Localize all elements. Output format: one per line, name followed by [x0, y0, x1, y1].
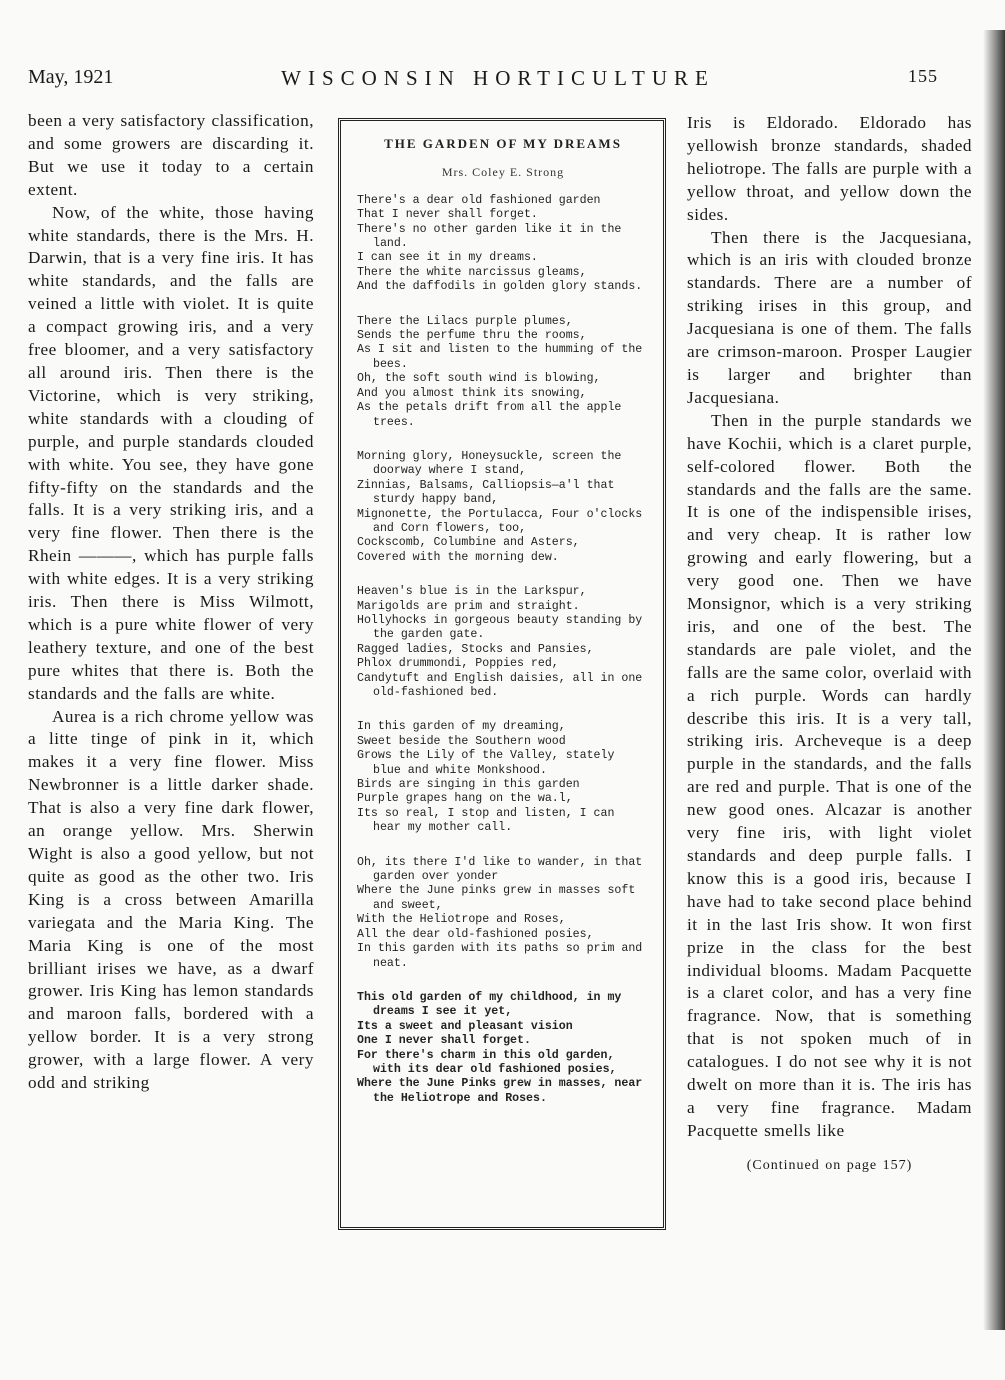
poem-stanza: [357, 856, 649, 971]
poem-line: And you almost think its snowing,: [357, 386, 587, 400]
poem-line: There the Lilacs purple plumes,: [357, 314, 573, 328]
poem-line: One I never shall forget.: [357, 1034, 531, 1048]
scan-edge-shadow: [983, 30, 1005, 1330]
poem-stanza: [357, 194, 649, 295]
poem-line: As I sit and listen to the humming of the bees.: [357, 343, 643, 371]
left-article-column: [28, 110, 314, 1095]
poem-line: Oh, the soft south wind is blowing,: [357, 372, 601, 386]
poem-box: [338, 118, 666, 1230]
poem-line: Candytuft and English daisies, all in one old-fashioned bed.: [357, 671, 643, 699]
poem-line: Cockscomb, Columbine and Asters,: [357, 536, 580, 550]
poem-line: With the Heliotrope and Roses,: [357, 913, 566, 927]
poem-stanza: [357, 585, 649, 700]
poem-line: Purple grapes hang on the wa.l,: [357, 792, 573, 806]
poem-stanza: [357, 450, 649, 565]
poem-line: And the daffodils in golden glory stands.: [357, 280, 643, 294]
poem-line: Its a sweet and pleasant vision: [357, 1019, 573, 1033]
poem-stanza: [357, 991, 649, 1106]
poem-line: This old garden of my childhood, in my dreams I see it yet,: [357, 990, 622, 1019]
poem-line: Mignonette, the Portulacca, Four o'clocks and Corn flowers, too,: [357, 507, 643, 535]
poem-line: I can see it in my dreams.: [357, 251, 538, 265]
poem-line: Sweet beside the Southern wood: [357, 734, 566, 748]
poem-line: Ragged ladies, Stocks and Pansies,: [357, 642, 594, 656]
poem-line: For there's charm in this old garden, with its dear old fashioned posies,: [357, 1048, 617, 1076]
poem-line: Morning glory, Honeysuckle, screen the doorway where I stand,: [357, 449, 622, 478]
poem-line: Marigolds are prim and straight.: [357, 599, 580, 613]
poem-line: In this garden with its paths so prim and neat.: [357, 942, 643, 970]
poem-line: As the petals drift from all the apple trees.: [357, 401, 622, 429]
poem-line: Its so real, I stop and listen, I can hear my mother call.: [357, 806, 615, 835]
poem-line: There's a dear old fashioned garden: [357, 193, 601, 207]
poem-line: Hollyhocks in gorgeous beauty standing by the garden gate.: [357, 613, 643, 642]
poem-line: Birds are singing in this garden: [357, 778, 580, 792]
paragraph: Now, of the white, those having white standards, there is the Mrs. H. Darwin, that is a very fine iris. It has white standards, and the falls are veined a little with violet. It is quite a compact growing iris, and a very free bloomer, and a very satisfactory all around iris. Then there is the Victorine, which is very striking, white standards with a clouding of purple, and purple standards clouded with white. You see, they have gone fifty-fifty on the standards and the falls. It is a very striking iris, and a very fine flower. Then there is the Rhein ———, which has purple falls with white edges. It is a very striking iris. Then there is Miss Wilmott, which is a pure white flower of very leathery texture, and one of the best pure whites that there is. Both the standards and the falls are white.: [28, 202, 314, 703]
paragraph: been a very satisfactory classification, and some growers are discarding it. But we use it today to a certain extent.: [28, 111, 315, 199]
paragraph: Then there is the Jacquesiana, which is an iris with clouded bronze standards. There are a number of striking irises in this group, and Jacquesiana is one of them. The falls are crimson-maroon. Prosper Laugier is larger and brighter than Jacquesiana.: [687, 227, 972, 407]
poem-line: Grows the Lily of the Valley, stately blue and white Monkshood.: [357, 749, 615, 777]
poem-title: THE GARDEN OF MY DREAMS: [384, 136, 622, 151]
poem-line: Heaven's blue is in the Larkspur,: [357, 585, 587, 599]
paragraph: Iris is Eldorado. Eldorado has yellowish bronze standards, shaded heliotrope. The falls are purple with a yellow throat, and yellow down the sides.: [687, 113, 972, 224]
poem-line: Sends the perfume thru the rooms,: [357, 329, 587, 343]
poem-stanza: [357, 720, 649, 835]
poem-line: Covered with the morning dew.: [357, 550, 559, 564]
paragraph: Aurea is a rich chrome yellow was a litte tinge of pink in it, which makes it a very fine flower. Miss Newbronner is a little darker shade. That is also a very fine dark flower, an orange yellow. Mrs. Sherwin Wight is also a good yellow, but not quite as good as the other two. Iris King is a cross between Amarilla variegata and the Maria King. The Maria King is one of the most brilliant irises we have, as a dwarf grower. Iris King has lemon standards and maroon falls, bordered with a yellow border. It is a very strong grower, with a large flower. A very odd and striking: [28, 706, 314, 1093]
page-number: 155: [908, 66, 938, 86]
poem-author: Mrs. Coley E. Strong: [441, 165, 565, 180]
poem-line: Zinnias, Balsams, Calliopsis—a'l that sturdy happy band,: [357, 478, 615, 507]
poem-line: There's no other garden like it in the land.: [357, 222, 622, 251]
poem-line: All the dear old-fashioned posies,: [357, 927, 594, 941]
poem-line: Phlox drummondi, Poppies red,: [357, 657, 559, 671]
journal-title: WISCONSIN HORTICULTURE: [281, 66, 715, 90]
right-article-column: [687, 112, 972, 1178]
poem-line: Where the June Pinks grew in masses, near the Heliotrope and Roses.: [357, 1077, 643, 1105]
poem-line: Where the June pinks grew in masses soft and sweet,: [357, 884, 636, 912]
poem-line: There the white narcissus gleams,: [357, 265, 587, 279]
poem-line: That I never shall forget.: [357, 208, 538, 222]
paragraph: Then in the purple standards we have Kochii, which is a claret purple, self-colored flower. Both the standards and the falls are the same. It is one of the indispensible irises, and very cheap. It is rather low growing and early flowering, but a very good one. Then we have Monsignor, which is a very striking iris, and one of the best. The standards are pale violet, and the falls are the same color, overlaid with a rich purple. Words can hardly describe this iris. It is a very tall, striking iris. Archeveque is a deep purple in the standards, and the falls are red and purple. That is one of the new good ones. Alcazar is another very fine iris, with light violet standards and deep purple falls. I know this is a good iris, because I have had to take second place behind it in the last Iris show. It won first prize in the class for the best individual blooms. Madam Pacquette is a claret color, and has a very fine fragrance. Now, that is something that is not spoken much of in catalogues. I do not see why it is not dwelt on more than it is. The iris has a very fine fragrance. Madam Pacquette smells like: [687, 410, 972, 1140]
poem-stanza: [357, 315, 649, 430]
poem-line: In this garden of my dreaming,: [357, 720, 566, 734]
issue-date: May, 1921: [28, 66, 114, 88]
continued-note: (Continued on page 157): [746, 1157, 913, 1173]
poem-line: Oh, its there I'd like to wander, in that garden over yonder: [357, 855, 643, 884]
page-header: [28, 66, 968, 96]
